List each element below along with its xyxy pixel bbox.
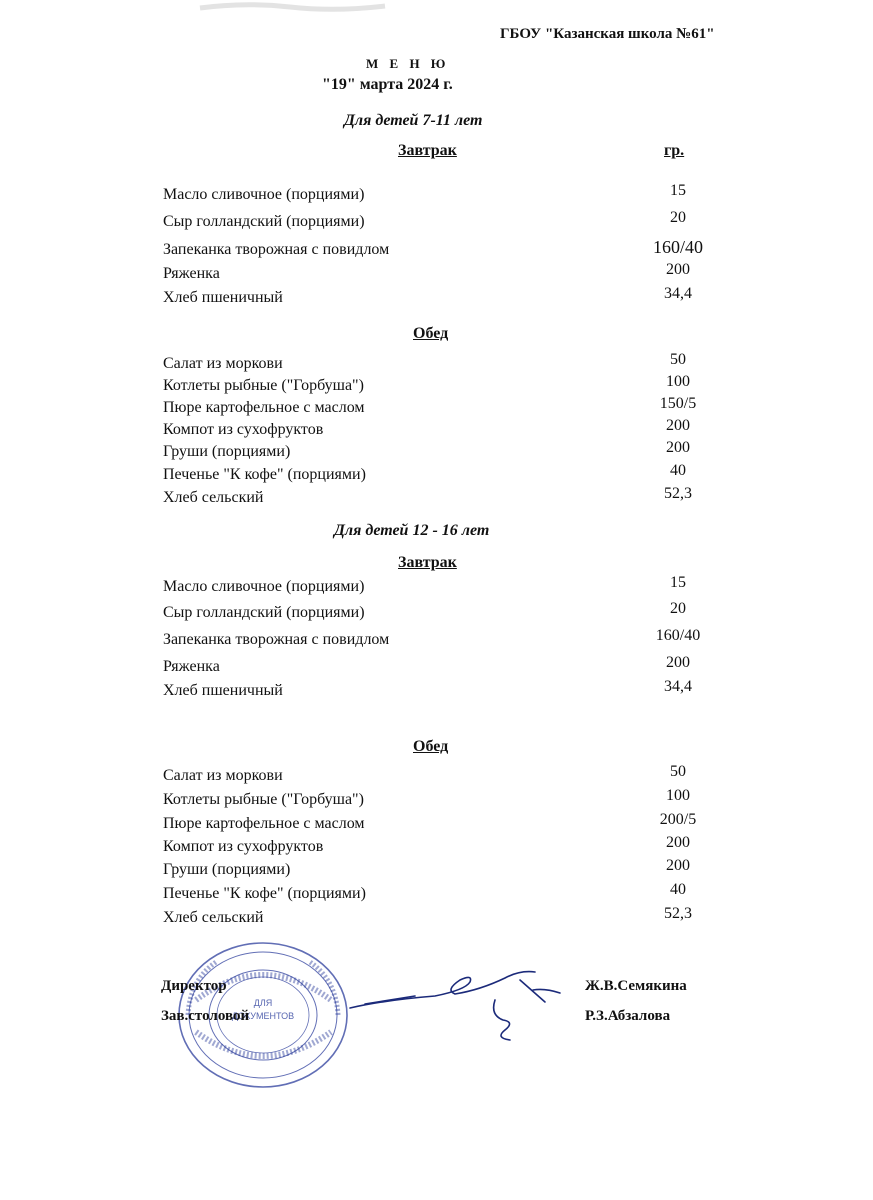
item-qty: 50	[670, 763, 686, 780]
item-qty: 34,4	[664, 678, 692, 695]
lunch-heading-7-11: Обед	[413, 325, 449, 342]
item-name: Салат из моркови	[163, 355, 283, 372]
item-qty: 160/40	[652, 237, 703, 257]
item-name: Котлеты рыбные ("Горбуша")	[163, 377, 364, 394]
item-name: Салат из моркови	[163, 767, 283, 784]
item-qty: 200	[666, 417, 690, 434]
item-qty: 50	[670, 351, 686, 368]
item-qty: 52,3	[664, 905, 692, 922]
item-name: Котлеты рыбные ("Горбуша")	[163, 791, 364, 808]
item-qty: 160/40	[655, 627, 701, 644]
item-qty: 200/5	[659, 811, 697, 828]
item-qty: 200	[666, 834, 690, 851]
svg-text:ДЛЯ: ДЛЯ	[253, 998, 273, 1008]
item-name: Масло сливочное (порциями)	[163, 578, 365, 595]
item-name: Хлеб сельский	[163, 489, 264, 506]
item-name: Груши (порциями)	[163, 861, 291, 878]
menu-item	[163, 654, 723, 680]
item-qty: 200	[666, 261, 690, 278]
item-qty: 150/5	[659, 395, 697, 412]
menu-item	[163, 905, 723, 931]
item-name: Груши (порциями)	[163, 443, 291, 460]
menu-heading: М Е Н Ю	[366, 56, 450, 71]
menu-item	[163, 763, 723, 789]
menu-item	[163, 209, 723, 235]
item-name: Пюре картофельное с маслом	[163, 815, 365, 832]
menu-date: "19" марта 2024 г.	[322, 76, 453, 93]
menu-item	[163, 678, 723, 704]
svg-text:ДОКУМЕНТОВ: ДОКУМЕНТОВ	[231, 1011, 295, 1021]
scan-smudge	[195, 0, 395, 14]
menu-item	[163, 574, 723, 600]
lunch-heading-12-16: Обед	[413, 738, 449, 755]
item-qty: 40	[670, 881, 686, 898]
menu-item	[163, 182, 723, 208]
director-name: Ж.В.Семякина	[585, 978, 687, 994]
menu-item	[163, 627, 723, 653]
school-name: ГБОУ "Казанская школа №61"	[500, 26, 715, 42]
menu-item	[163, 857, 723, 883]
item-qty: 100	[666, 787, 690, 804]
breakfast-heading-12-16: Завтрак	[398, 554, 457, 571]
item-qty: 40	[670, 462, 686, 479]
item-name: Печенье "К кофе" (порциями)	[163, 466, 366, 483]
age-group-heading-12-16: Для детей 12 - 16 лет	[334, 522, 490, 539]
menu-item	[163, 261, 723, 287]
signature	[345, 960, 585, 1050]
item-name: Печенье "К кофе" (порциями)	[163, 885, 366, 902]
item-name: Хлеб сельский	[163, 909, 264, 926]
menu-item	[163, 787, 723, 813]
item-name: Ряженка	[163, 265, 220, 282]
item-qty: 15	[670, 182, 686, 199]
canteen-manager-name: Р.З.Абзалова	[585, 1008, 671, 1024]
item-name: Пюре картофельное с маслом	[163, 399, 365, 416]
item-name: Масло сливочное (порциями)	[163, 186, 365, 203]
breakfast-heading-7-11: Завтрак	[398, 142, 457, 159]
item-name: Компот из сухофруктов	[163, 838, 324, 855]
menu-item	[163, 881, 723, 907]
menu-item	[163, 485, 723, 511]
item-name: Сыр голландский (порциями)	[163, 604, 365, 621]
item-name: Запеканка творожная с повидлом	[163, 241, 390, 258]
item-qty: 200	[666, 857, 690, 874]
item-qty: 200	[666, 439, 690, 456]
item-name: Сыр голландский (порциями)	[163, 213, 365, 230]
age-group-heading-7-11: Для детей 7-11 лет	[344, 112, 483, 129]
item-name: Хлеб пшеничный	[163, 682, 283, 699]
item-qty: 200	[666, 654, 690, 671]
menu-item	[163, 237, 723, 263]
item-name: Хлеб пшеничный	[163, 289, 283, 306]
menu-item	[163, 600, 723, 626]
canteen-manager-role: Зав.столовой	[161, 1008, 250, 1024]
item-qty: 34,4	[664, 285, 692, 302]
item-qty: 15	[670, 574, 686, 591]
item-qty: 52,3	[664, 485, 692, 502]
item-qty: 20	[670, 600, 686, 617]
unit-heading: гр.	[664, 142, 685, 159]
item-qty: 100	[666, 373, 690, 390]
item-name: Запеканка творожная с повидлом	[163, 631, 390, 648]
item-qty: 20	[670, 209, 686, 226]
item-name: Ряженка	[163, 658, 220, 675]
director-role: Директор	[161, 978, 227, 994]
menu-item	[163, 285, 723, 311]
item-name: Компот из сухофруктов	[163, 421, 324, 438]
